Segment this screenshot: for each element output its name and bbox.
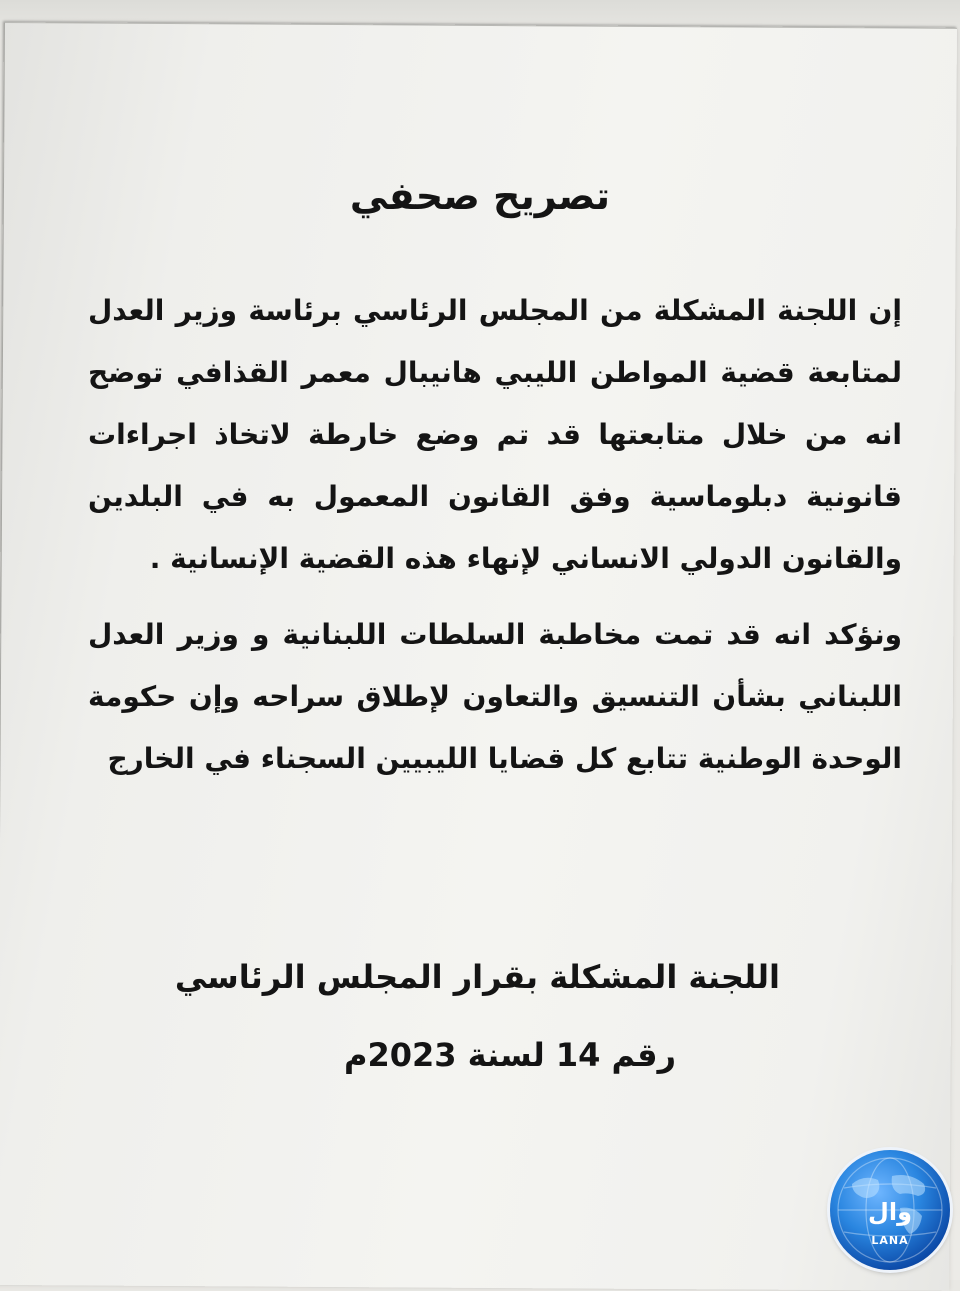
lana-logo [830, 1150, 950, 1270]
signature-decision-number: رقم 14 لسنة 2023م [344, 1036, 676, 1074]
logo-arabic-text: وال [868, 1198, 912, 1226]
signature-committee: اللجنة المشكلة بقرار المجلس الرئاسي [174, 958, 780, 996]
logo-latin-text: LANA [871, 1234, 909, 1247]
body-paragraph-2: ونؤكد انه قد تمت مخاطبة السلطات اللبنانية و وزير العدل اللبناني بشأن التنسيق والتعاون لإطلاق سراحه وإن حكومة الوحدة الوطنية تتابع كل قضايا الليبيين السجناء في الخارج [88, 618, 902, 775]
signature-block [174, 938, 780, 1094]
document-title: تصريح صحفي [349, 174, 611, 218]
body-paragraph-1: إن اللجنة المشكلة من المجلس الرئاسي برئاسة وزير العدل لمتابعة قضية المواطن الليبي هانيبال معمر القذافي توضح انه من خلال متابعتها قد تم وضع خارطة لاتخاذ اجراءات قانونية دبلوماسية وفق القانون المعمول به في البلدين والقانون الدولي الانساني لإنهاء هذه القضية الإنسانية . [88, 294, 902, 575]
